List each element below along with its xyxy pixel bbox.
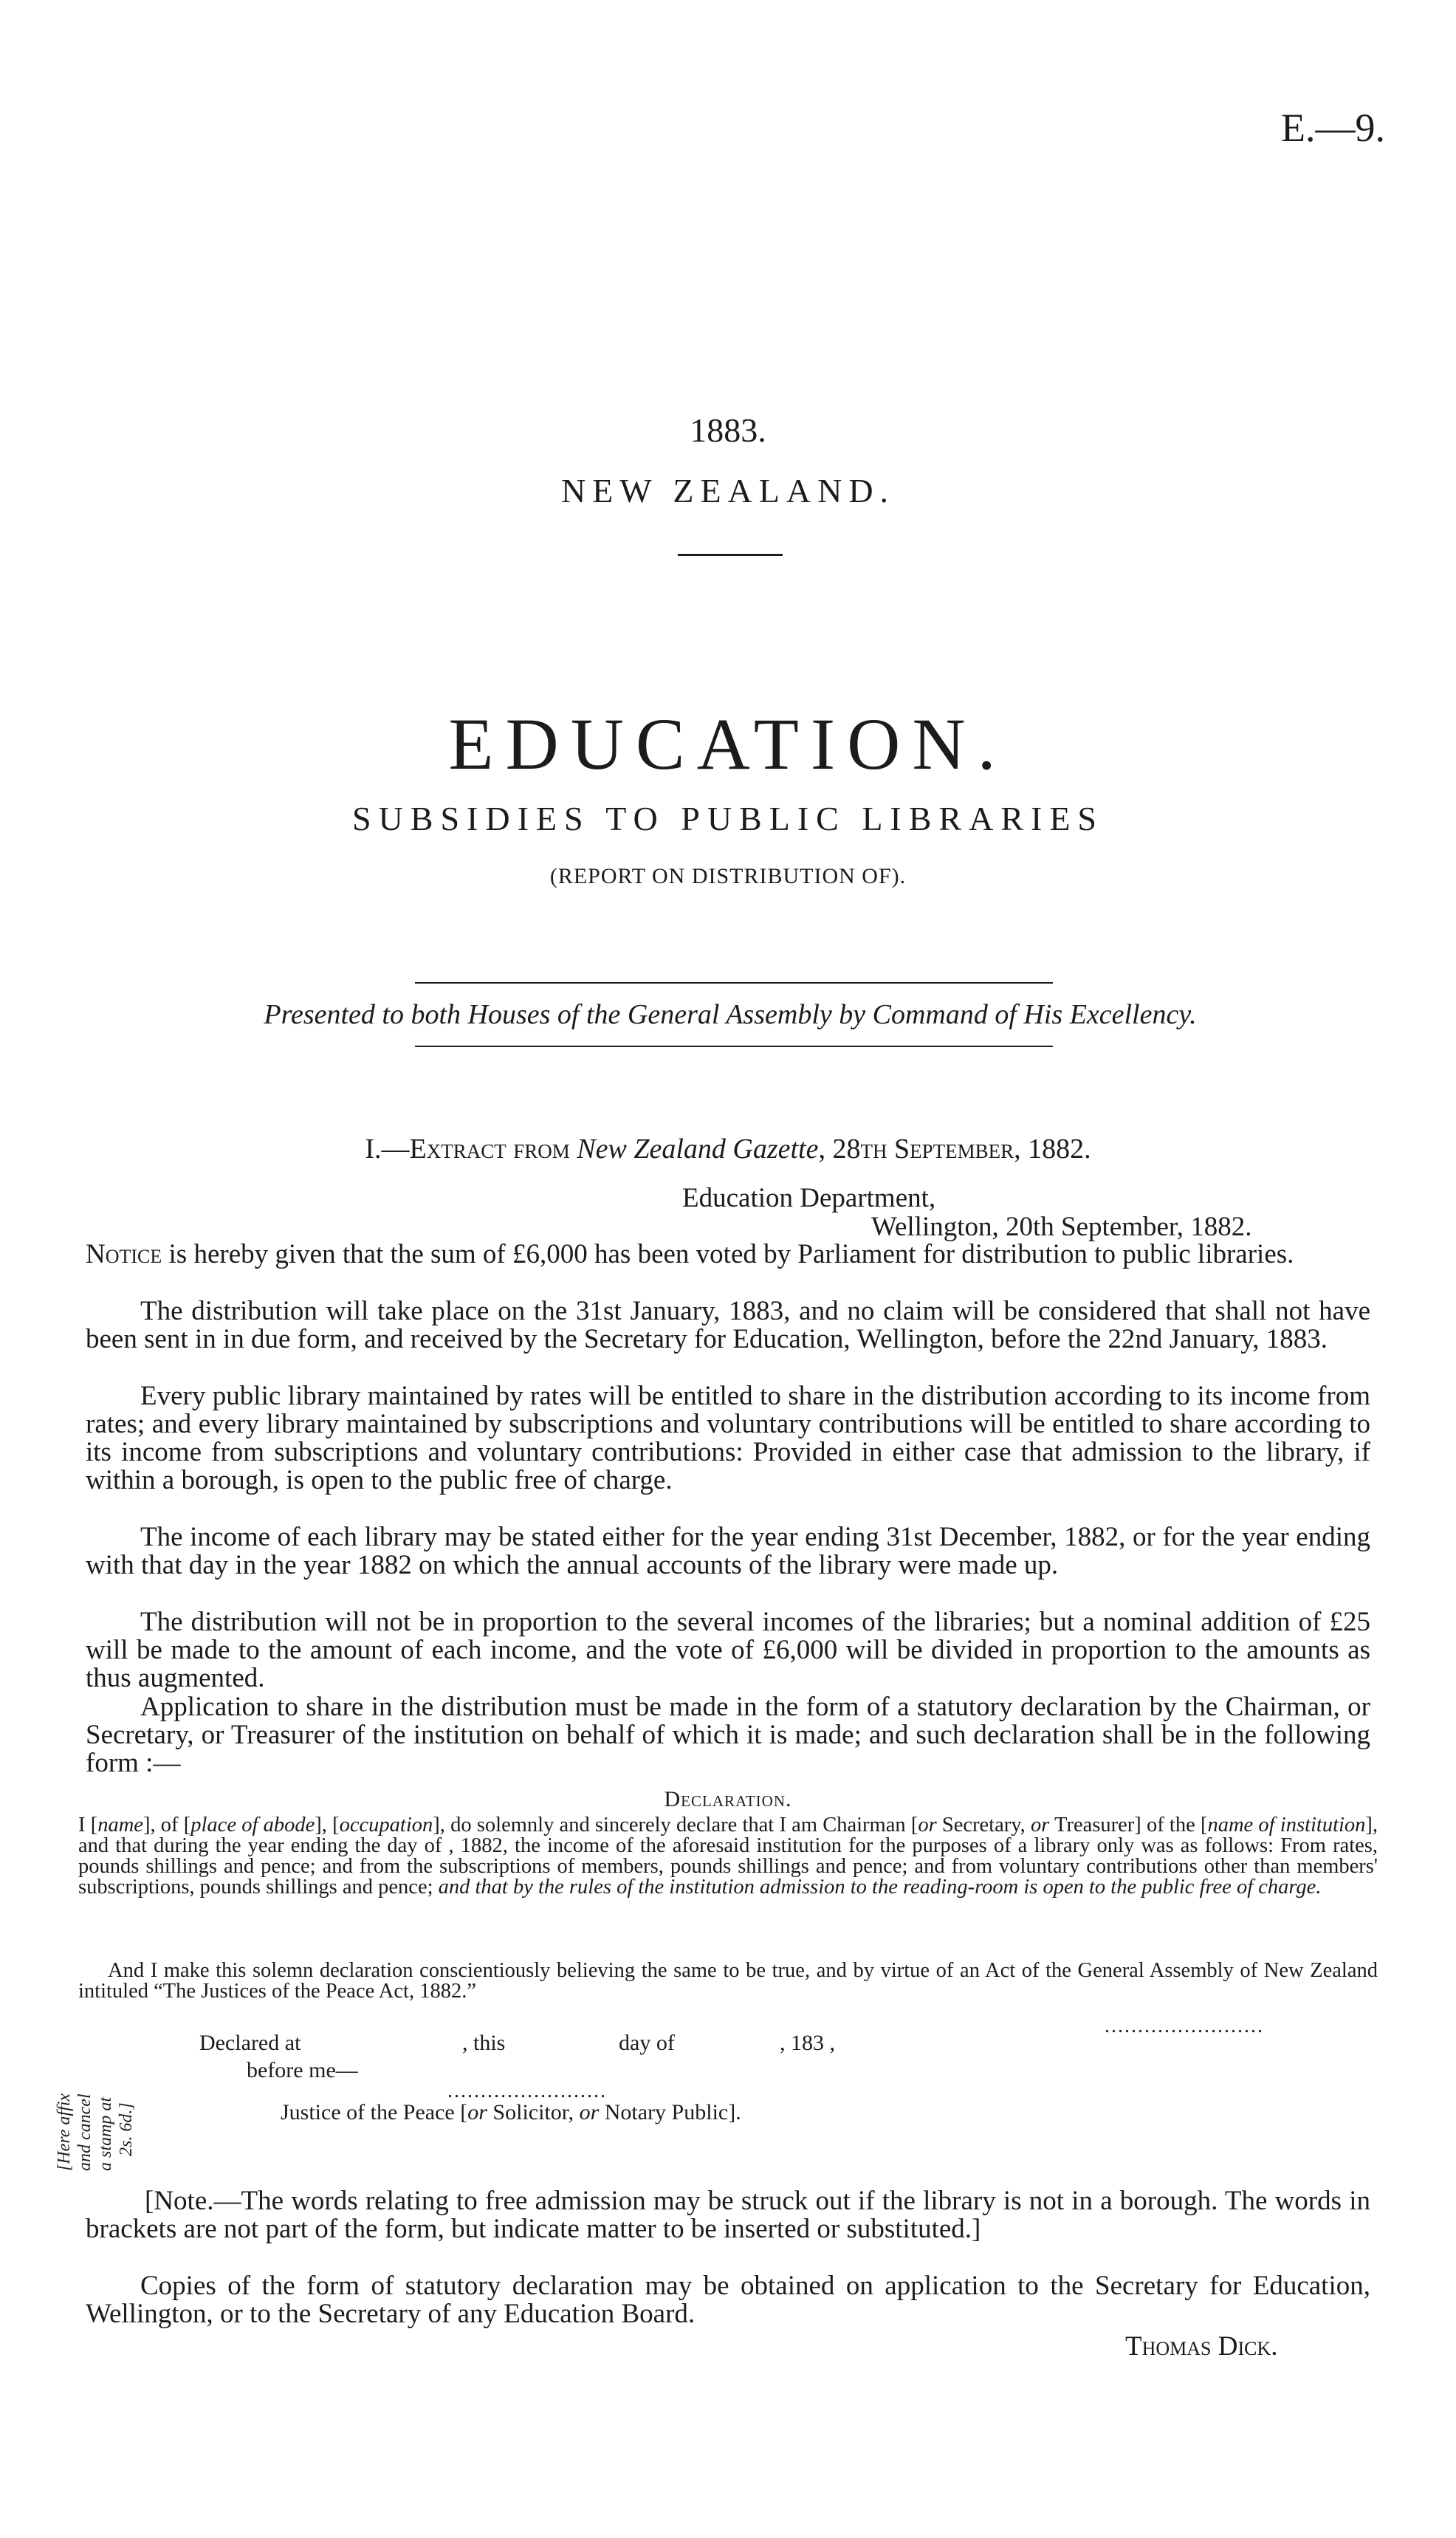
- page-code: E.—9.: [1281, 106, 1385, 150]
- decl-or: or: [918, 1814, 937, 1836]
- stamp-line: [Here affix: [55, 2093, 74, 2171]
- decl-text: ], [: [315, 1814, 340, 1836]
- declared-at: Declared at: [199, 2031, 301, 2055]
- decl-text: I [: [78, 1814, 98, 1836]
- decl-text: ], of [: [142, 1814, 191, 1836]
- stamp-line: 2s. 6d.]: [117, 2102, 136, 2156]
- decl-text: Secretary,: [936, 1814, 1031, 1836]
- year: 1883.: [690, 411, 766, 449]
- decl-name: name: [97, 1814, 143, 1836]
- presented-rule-top: [415, 982, 1053, 984]
- notice-text: is hereby given that the sum of £6,000 has been voted by Parliament for distribution to public libraries.: [162, 1239, 1294, 1269]
- title-rule: [678, 554, 783, 556]
- paragraph-distribution: The distribution will take place on the 31st January, 1883, and no claim will be considered that shall not have been sent in in due form, and received by the Secretary for Education, Wellington, before the 22nd January, 1883.: [86, 1296, 1370, 1354]
- paragraph-notice: [86, 1241, 1370, 1269]
- notice-lead: Notice: [86, 1239, 162, 1269]
- declared-day-of: day of: [619, 2031, 675, 2055]
- main-title: EDUCATION.: [448, 703, 1008, 785]
- declared-this: , this: [462, 2031, 506, 2055]
- jp-text: Notary Public].: [599, 2100, 741, 2124]
- subtitle: SUBSIDIES TO PUBLIC LIBRARIES: [351, 800, 1105, 837]
- before-me: before me—: [247, 2058, 358, 2082]
- place-date: Wellington, 20th September, 1882.: [871, 1212, 1252, 1242]
- stamp-line: and cancel: [75, 2093, 95, 2171]
- presented-line: Presented to both Houses of the General Assembly by Command of His Excellency.: [264, 999, 1197, 1030]
- signature-dots: ........................: [1105, 2014, 1264, 2037]
- copies-paragraph: Copies of the form of statutory declaration may be obtained on application to the Secretary for Education, Wellington, or to the Secretary of any Education Board.: [86, 2271, 1370, 2329]
- paragraph-income: The income of each library may be stated either for the year ending 31st December, 1882, or for the year ending with that day in the year 1882 on which the annual accounts of the library were made up.: [86, 1522, 1370, 1580]
- decl-abode: place of abode: [190, 1814, 315, 1836]
- paragraph-proportion: The distribution will not be in proportion to the several incomes of the libraries; but a nominal addition of £25 will be made to the amount of each income, and the vote of £6,000 will be divided in proportion to the amounts as thus augmented.: [86, 1607, 1370, 1693]
- jp-or: or: [579, 2100, 600, 2124]
- jp-text: Justice of the Peace [: [281, 2100, 468, 2124]
- declaration-heading: Declaration.: [664, 1787, 792, 1811]
- presented-rule-bottom: [415, 1046, 1053, 1047]
- justice-line: [281, 2100, 741, 2125]
- decl-text: ], do solemnly and sincerely declare that I am Chairman [: [433, 1814, 918, 1836]
- decl-text: Treasurer] of the [: [1049, 1814, 1208, 1836]
- subtitle-2: (REPORT ON DISTRIBUTION OF).: [549, 864, 907, 888]
- declared-year: , 183 ,: [780, 2031, 835, 2055]
- paragraph-eligibility: Every public library maintained by rates will be entitled to share in the distribution according to its income from rates; and every library maintained by subscriptions and voluntary contributions will be entitled to share according to its income from subscriptions and voluntary contributions: Provided in either case that admission to the library, if within a borough, is open to the public free of charge.: [86, 1381, 1370, 1495]
- decl-or: or: [1031, 1814, 1050, 1836]
- declaration-closing: And I make this solemn declaration conscientiously believing the same to be true, and by virtue of an Act of the General Assembly of New Zealand intituled “The Justices of the Peace Act, 1882.”: [78, 1959, 1378, 2003]
- country: NEW ZEALAND.: [560, 472, 896, 510]
- jp-text: Solicitor,: [487, 2100, 580, 2124]
- note-paragraph: [Note.—The words relating to free admission may be struck out if the library is not in a borough. The words in brackets are not part of the form, but indicate matter to be inserted or substituted.]: [86, 2186, 1370, 2244]
- stamp-line: a stamp at: [96, 2096, 115, 2171]
- gazette-title: New Zealand Gazette: [577, 1133, 819, 1165]
- declaration-body: [78, 1815, 1378, 1898]
- paragraph-application: Application to share in the distribution must be made in the form of a statutory declaration by the Chairman, or Secretary, or Treasurer of the institution on behalf of which it is made; and such declaration shall be in the following form :—: [86, 1692, 1370, 1778]
- jp-dots: ........................: [447, 2079, 607, 2102]
- decl-occupation: occupation: [339, 1814, 433, 1836]
- stamp-note: [55, 2023, 151, 2171]
- signature: Thomas Dick.: [1125, 2331, 1278, 2362]
- section-heading: [0, 1133, 1456, 1165]
- decl-institution: name of institution: [1207, 1814, 1366, 1836]
- heading-suffix: , 28th September, 1882.: [818, 1133, 1091, 1165]
- jp-or: or: [467, 2100, 487, 2124]
- department: Education Department,: [682, 1183, 936, 1213]
- decl-text: ], and that during the year ending the day of , 1882, the income of the aforesaid institution for the purposes of a library only was as follows: From rates, pounds shillings and pence; and from the subscriptions of members, pounds shillings and pence; and from voluntary contributions other than members' subscriptions, pounds shillings and pence;: [78, 1814, 1378, 1899]
- heading-prefix: I.—Extract from: [365, 1133, 577, 1165]
- decl-free-clause: and that by the rules of the institution admission to the reading-room is open to the public free of charge.: [438, 1876, 1322, 1899]
